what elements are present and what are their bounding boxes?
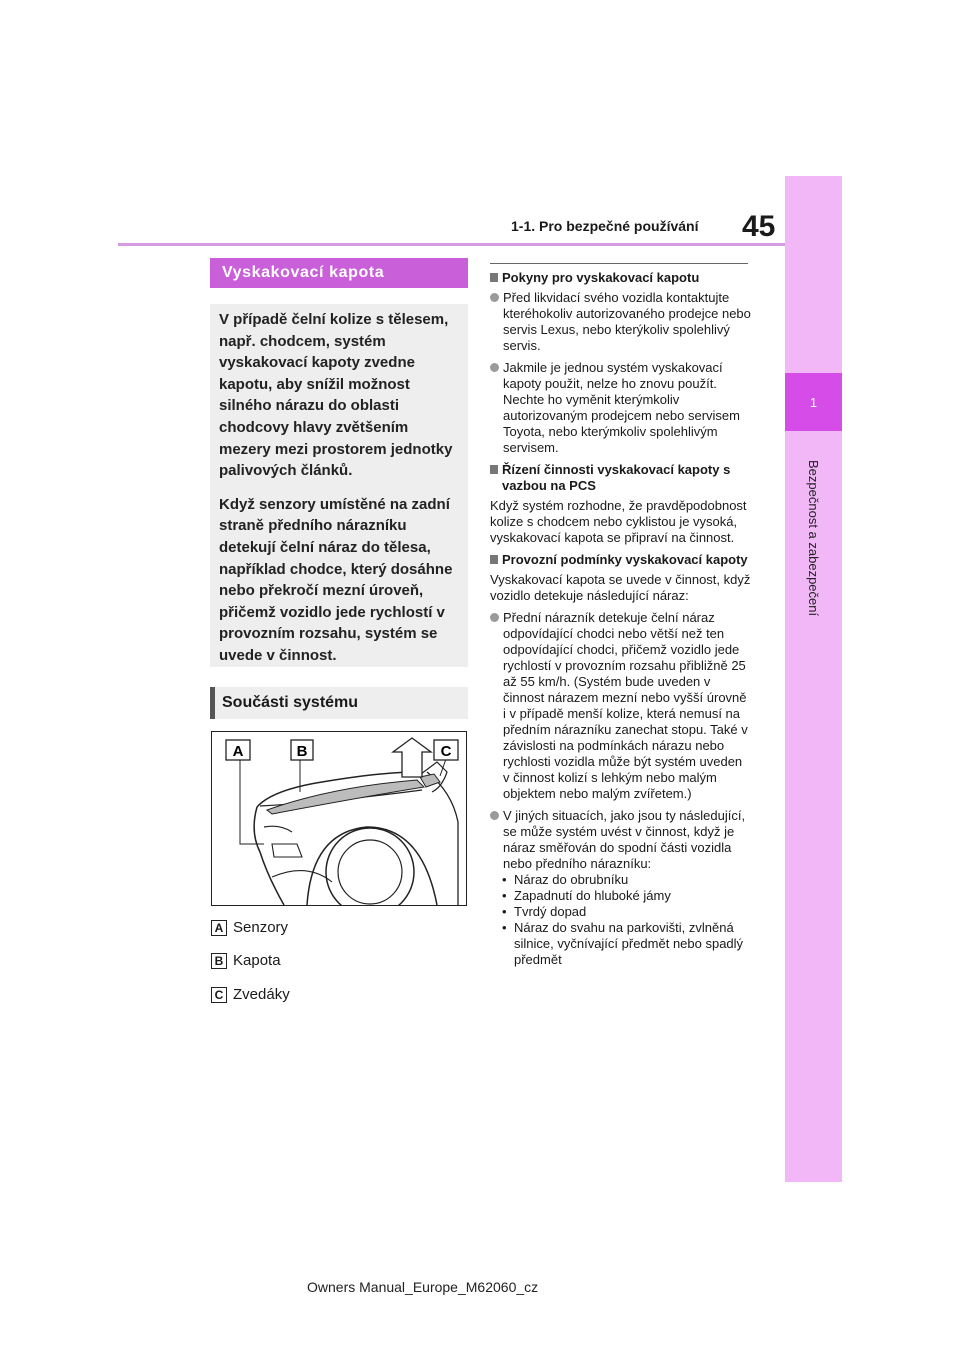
section-title: 1-1. Pro bezpečné používání: [511, 218, 699, 234]
header-rule: [118, 243, 786, 246]
intro-paragraph: V případě čelní kolize s tělesem, např. chodcem, systém vyskakovací kapoty zvedne kapotu, aby snížil možnost silného nárazu do oblasti chodcovy hlavy zvětšením mezery mezi prostorem jednotky palivových článků.: [219, 311, 453, 480]
front-bumper-outline: [254, 807, 284, 905]
footer-text: Owners Manual_Europe_M62060_cz: [307, 1279, 539, 1295]
info-column: [490, 270, 752, 968]
legend-item: [211, 986, 290, 1003]
sub-item: • Tvrdý dopad: [490, 904, 752, 920]
legend-item: [211, 919, 288, 936]
legend-item: [211, 952, 281, 969]
headlight-line: [264, 826, 292, 832]
bullet-item: Před likvidací svého vozidla kontaktujte kteréhokoliv autorizovaného prodejce nebo servis Lexus, nebo kterýkoliv spolehlivý servis.: [490, 290, 752, 354]
paragraph: Vyskakovací kapota se uvede v činnost, když vozidlo detekuje následující náraz:: [490, 572, 751, 603]
sub-item: • Náraz do svahu na parkovišti, zvlněná silnice, vyčnívající předmět nebo spadlý předmět: [490, 920, 752, 968]
intro-paragraph: Když senzory umístěné na zadní straně předního nárazníku detekují čelní náraz do tělesa, například chodce, který dosáhne nebo překročí mezní úroveň, přičemž vozidlo jede rychlostí v provozním rozsahu, systém se uvede v činnost.: [219, 495, 453, 664]
intro-box: [210, 304, 468, 667]
components-heading: Součásti systému: [222, 694, 359, 711]
lower-grille-line: [272, 871, 332, 882]
subheading: Provozní podmínky vyskakovací kapoty: [490, 552, 752, 568]
chapter-title: [785, 460, 842, 660]
lifter-part: [420, 774, 440, 787]
hood-illustration: [211, 731, 467, 906]
legend-key: C: [211, 987, 227, 1003]
legend-text: Senzory: [233, 919, 289, 936]
chapter-tab[interactable]: [785, 373, 842, 431]
components-heading-bar: [210, 687, 468, 719]
sub-item: • Náraz do obrubníku: [490, 872, 752, 888]
legend-key: B: [211, 953, 227, 969]
subheading: Pokyny pro vyskakovací kapotu: [490, 270, 752, 286]
section-title-bar: [210, 258, 468, 288]
legend-key: A: [211, 920, 227, 936]
leader-line-a: [240, 756, 264, 844]
page-number: 45: [742, 210, 776, 243]
fog-light: [272, 844, 302, 857]
chapter-title-text: Bezpečnost a zabezpečení: [805, 460, 821, 617]
rim: [338, 840, 402, 904]
column-rule: [490, 263, 748, 264]
subheading: Řízení činnosti vyskakovací kapoty s vazbou na PCS: [490, 462, 752, 494]
figure-label-b: B: [296, 743, 308, 760]
bullet-item: Jakmile je jednou systém vyskakovací kapoty použit, nelze ho znovu použít. Nechte ho vyměnit kterýmkoliv autorizovaným prodejcem nebo servisem Toyota, nebo kterýmkoliv spolehlivým servisem.: [490, 360, 752, 456]
figure-label-c: C: [440, 743, 452, 760]
legend-text: Kapota: [233, 952, 281, 969]
bullet-item: Přední nárazník detekuje čelní náraz odpovídající chodci nebo větší než ten odpovídající chodci, přičemž vozidlo jede rychlostí v provozním rozsahu přibližně 25 až 55 km/h. (Systém bude uveden v činnost nárazem mezní nebo vyšší úrovně i v případě menší kolize, která nemusí na předním nárazníku zanechat stopu. Také v závislosti na podmínkách nárazu nebo rychlosti vozidla může být systém uveden v činnost kolizí s lehkým nebo malým objektem nebo malým zvířetem.): [490, 610, 752, 802]
paragraph: Když systém rozhodne, že pravděpodobnost kolize s chodcem nebo cyklistou je vysoká, vyskakovací kapota se připraví na činnost.: [490, 498, 747, 545]
chapter-number: 1: [809, 394, 818, 410]
figure-label-a: A: [232, 743, 244, 760]
hood-raised-shape: [267, 780, 424, 814]
bullet-item: V jiných situacích, jako jsou ty následující, se může systém uvést v činnost, když je náraz směřován do spodní části vozidla nebo předního nárazníku:: [490, 808, 752, 872]
car-front-drawing: [212, 732, 466, 905]
sub-item: • Zapadnutí do hluboké jámy: [490, 888, 752, 904]
legend-text: Zvedáky: [233, 986, 290, 1003]
section-heading: Vyskakovací kapota: [222, 264, 385, 281]
side-band: [785, 176, 842, 1182]
